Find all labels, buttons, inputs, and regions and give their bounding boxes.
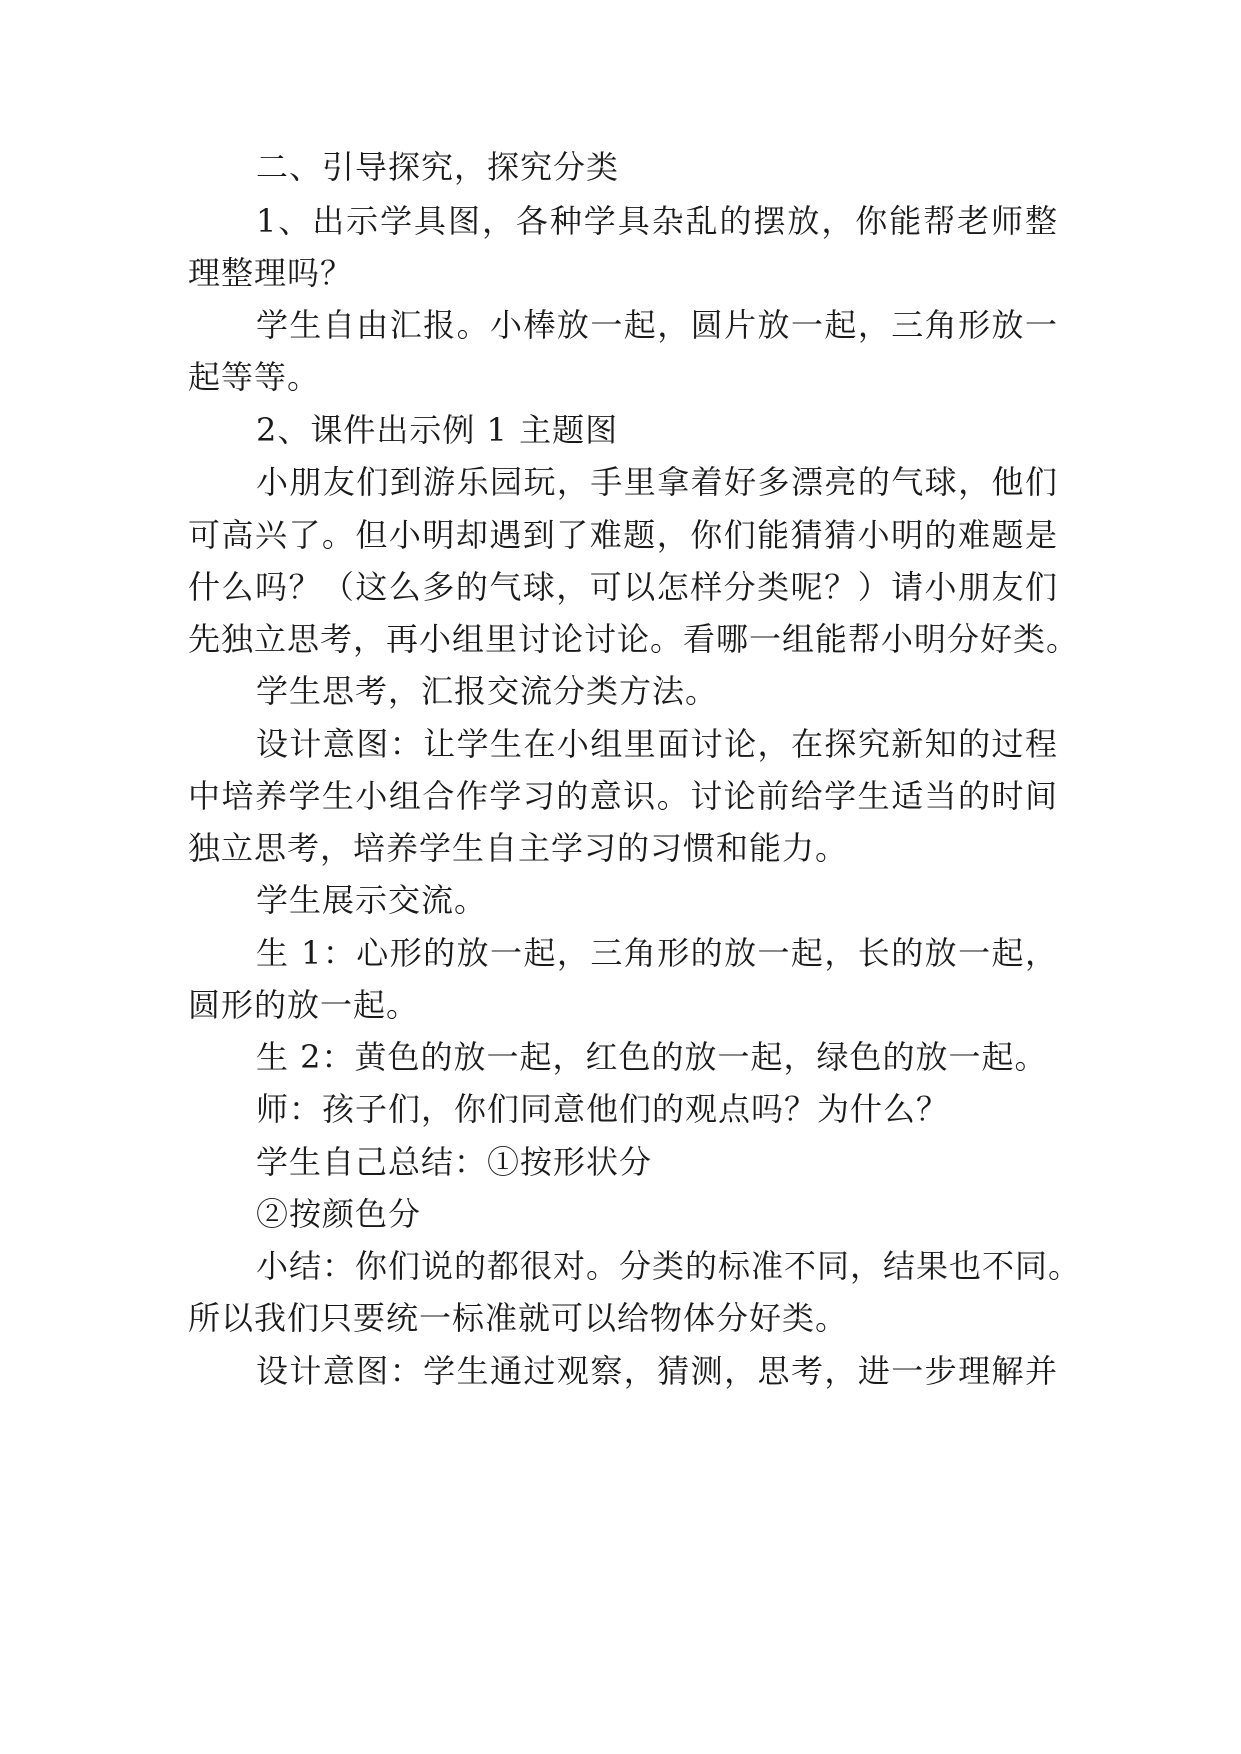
paragraph-line: 独立思考，培养学生自主学习的习惯和能力。	[188, 829, 849, 867]
paragraph-line: ②按颜色分	[256, 1195, 422, 1233]
paragraph-line: 学生展示交流。	[256, 881, 488, 919]
paragraph-line: 可高兴了。但小明却遇到了难题，你们能猜猜小明的难题是	[188, 516, 1058, 554]
paragraph-line: 理整理吗？	[188, 254, 354, 292]
paragraph-line: 设计意图：让学生在小组里面讨论，在探究新知的过程	[256, 725, 1058, 763]
paragraph-line: 先独立思考，再小组里讨论讨论。看哪一组能帮小明分好类。	[188, 620, 1080, 658]
paragraph-line: 1、出示学具图，各种学具杂乱的摆放，你能帮老师整	[256, 202, 1058, 240]
section-heading: 二、引导探究，探究分类	[256, 148, 620, 186]
paragraph-line: 设计意图：学生通过观察，猜测，思考，进一步理解并	[256, 1352, 1058, 1390]
paragraph-line: 生 2：黄色的放一起，红色的放一起，绿色的放一起。	[256, 1038, 1048, 1076]
paragraph-line: 2、课件出示例 1 主题图	[256, 411, 619, 449]
paragraph-line: 中培养学生小组合作学习的意识。讨论前给学生适当的时间	[188, 777, 1058, 815]
paragraph-line: 什么吗？（这么多的气球，可以怎样分类呢？）请小朋友们	[188, 568, 1058, 606]
paragraph-line: 起等等。	[188, 358, 321, 396]
paragraph-line: 圆形的放一起。	[188, 986, 420, 1024]
paragraph-line: 师：孩子们，你们同意他们的观点吗？为什么？	[256, 1090, 950, 1128]
paragraph-line: 学生思考，汇报交流分类方法。	[256, 672, 719, 710]
paragraph-line: 生 1：心形的放一起，三角形的放一起，长的放一起，	[256, 934, 1058, 972]
paragraph-line: 学生自由汇报。小棒放一起，圆片放一起，三角形放一	[256, 306, 1058, 344]
paragraph-line: 小结：你们说的都很对。分类的标准不同，结果也不同。	[256, 1247, 1082, 1285]
paragraph-line: 学生自己总结：①按形状分	[256, 1143, 653, 1181]
paragraph-line: 小朋友们到游乐园玩，手里拿着好多漂亮的气球，他们	[256, 463, 1058, 501]
paragraph-line: 所以我们只要统一标准就可以给物体分好类。	[188, 1299, 849, 1337]
